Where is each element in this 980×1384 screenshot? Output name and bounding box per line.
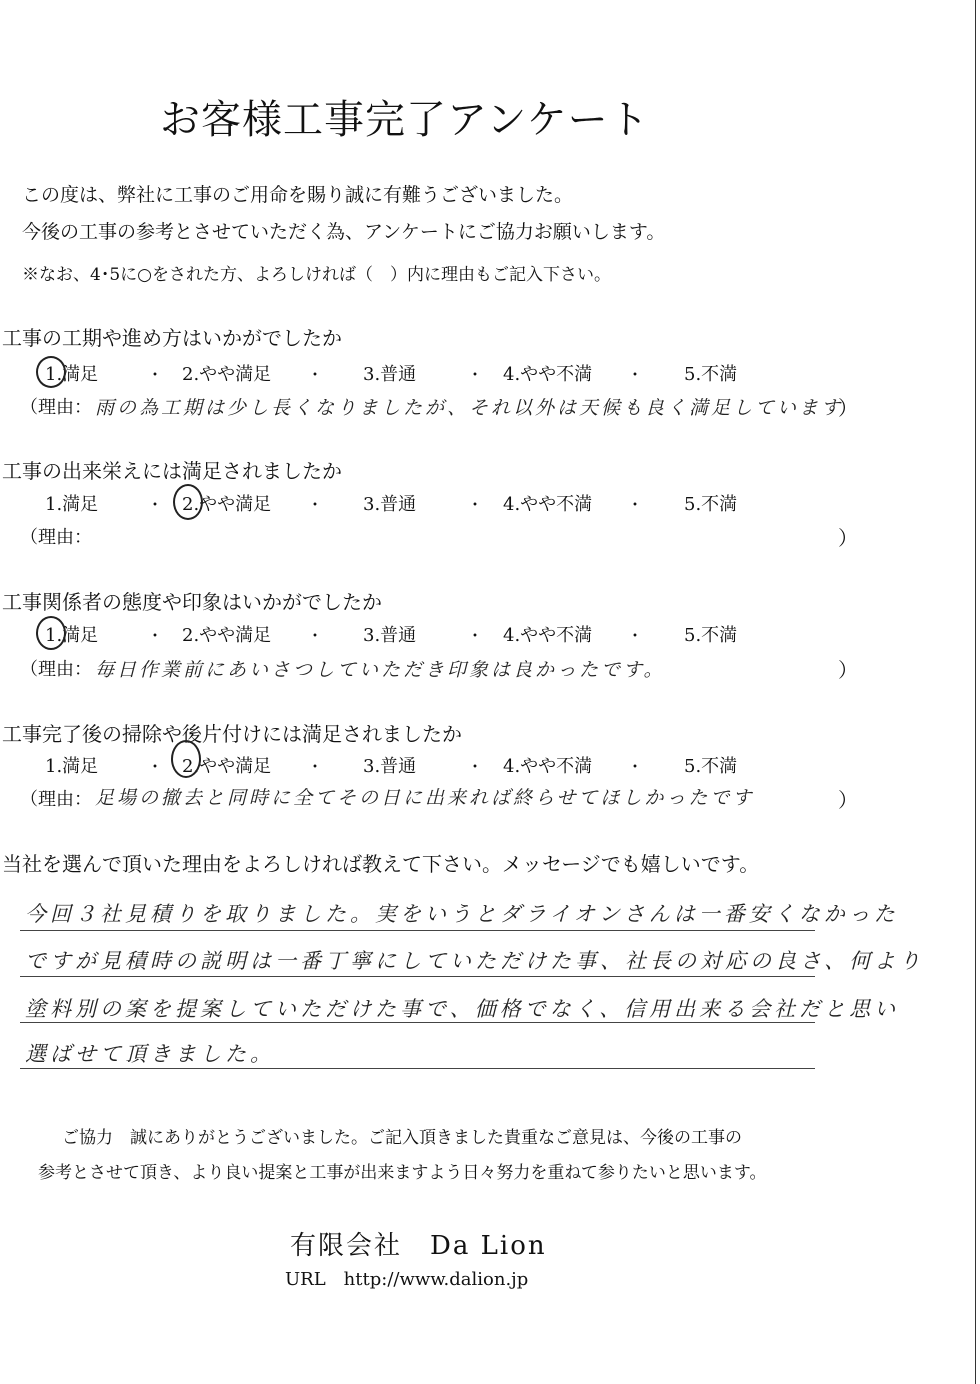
reason-close-paren: ） bbox=[838, 396, 858, 420]
reason-label: （理由： bbox=[20, 789, 92, 810]
question-title: 工事の出来栄えには満足されましたか bbox=[2, 459, 342, 483]
selection-circle bbox=[173, 484, 203, 520]
reason-label: （理由： bbox=[20, 397, 92, 418]
separator: ・ bbox=[147, 365, 164, 384]
option-4[interactable]: 4.やや不満 bbox=[503, 364, 593, 385]
intro-line-2: 今後の工事の参考とさせていただく為、アンケートにご協力お願いします。 bbox=[22, 221, 666, 243]
separator: ・ bbox=[467, 626, 484, 645]
option-4[interactable]: 4.やや不満 bbox=[503, 625, 593, 646]
answer-rule bbox=[20, 1068, 815, 1069]
thanks-line-1: ご協力 誠にありがとうございました。ご記入頂きました貴重なご意見は、今後の工事の bbox=[62, 1128, 742, 1148]
thanks-line-2: 参考とさせて頂き、より良い提案と工事が出来ますよう日々努力を重ねて参りたいと思います。 bbox=[38, 1163, 767, 1183]
separator: ・ bbox=[307, 626, 324, 645]
company-url[interactable]: URL http://www.dalion.jp bbox=[285, 1269, 529, 1290]
separator: ・ bbox=[627, 365, 644, 384]
option-4[interactable]: 4.やや不満 bbox=[503, 756, 593, 777]
free-answer-line-3: 塗料別の案を提案していただけた事で、価格でなく、信用出来る会社だと思い bbox=[25, 997, 900, 1021]
separator: ・ bbox=[627, 626, 644, 645]
separator: ・ bbox=[467, 495, 484, 514]
instruction-note: ※なお、4･5に○をされた方、よろしければ（ ）内に理由もご記入下さい。 bbox=[22, 265, 611, 285]
reason-label: （理由： bbox=[20, 527, 92, 548]
option-5[interactable]: 5.不満 bbox=[684, 756, 738, 777]
reason-close-paren: ） bbox=[838, 788, 858, 812]
option-5[interactable]: 5.不満 bbox=[684, 364, 738, 385]
option-1[interactable]: 1.満足 bbox=[45, 625, 99, 646]
separator: ・ bbox=[147, 495, 164, 514]
option-3[interactable]: 3.普通 bbox=[363, 364, 417, 385]
question-title: 工事関係者の態度や印象はいかがでしたか bbox=[2, 590, 382, 614]
option-5[interactable]: 5.不満 bbox=[684, 625, 738, 646]
reason-handwriting: 雨の為工期は少し長くなりましたが、それ以外は天候も良く満足しています bbox=[95, 397, 844, 419]
option-1[interactable]: 1.満足 bbox=[45, 756, 99, 777]
option-5[interactable]: 5.不満 bbox=[684, 494, 738, 515]
free-question-title: 当社を選んで頂いた理由をよろしければ教えて下さい。メッセージでも嬉しいです。 bbox=[2, 852, 760, 876]
option-1[interactable]: 1.満足 bbox=[45, 364, 99, 385]
option-2[interactable]: 2.やや満足 bbox=[182, 625, 272, 646]
free-answer-line-1: 今回３社見積りを取りました。実をいうとダライオンさんは一番安くなかった bbox=[25, 902, 899, 926]
selection-circle bbox=[171, 740, 201, 778]
option-1[interactable]: 1.満足 bbox=[45, 494, 99, 515]
option-3[interactable]: 3.普通 bbox=[363, 494, 417, 515]
reason-close-paren: ） bbox=[838, 526, 858, 550]
answer-rule bbox=[20, 976, 815, 977]
option-2[interactable]: 2.やや満足 bbox=[182, 494, 272, 515]
intro-line-1: この度は、弊社に工事のご用命を賜り誠に有難うございました。 bbox=[22, 184, 574, 206]
company-name: 有限会社 Da Lion bbox=[290, 1231, 547, 1261]
separator: ・ bbox=[307, 495, 324, 514]
separator: ・ bbox=[147, 757, 164, 776]
option-2[interactable]: 2.やや満足 bbox=[182, 756, 272, 777]
question-title: 工事完了後の掃除や後片付けには満足されましたか bbox=[2, 722, 462, 746]
answer-rule bbox=[20, 930, 815, 931]
option-2[interactable]: 2.やや満足 bbox=[182, 364, 272, 385]
reason-label: （理由： bbox=[20, 659, 92, 680]
answer-rule bbox=[20, 1022, 815, 1023]
selection-circle bbox=[36, 356, 66, 388]
option-4[interactable]: 4.やや不満 bbox=[503, 494, 593, 515]
separator: ・ bbox=[147, 626, 164, 645]
separator: ・ bbox=[627, 495, 644, 514]
selection-circle bbox=[36, 616, 66, 650]
reason-close-paren: ） bbox=[838, 658, 858, 682]
option-3[interactable]: 3.普通 bbox=[363, 625, 417, 646]
reason-handwriting: 毎日作業前にあいさつしていただき印象は良かったです。 bbox=[95, 659, 666, 681]
separator: ・ bbox=[627, 757, 644, 776]
free-answer-line-4: 選ばせて頂きました。 bbox=[25, 1042, 275, 1066]
reason-handwriting: 足場の撤去と同時に全てその日に出来れば終らせてほしかったです bbox=[95, 787, 755, 809]
separator: ・ bbox=[307, 757, 324, 776]
separator: ・ bbox=[467, 757, 484, 776]
scan-edge-line bbox=[975, 0, 976, 1384]
option-3[interactable]: 3.普通 bbox=[363, 756, 417, 777]
separator: ・ bbox=[307, 365, 324, 384]
page-title: お客様工事完了アンケート bbox=[160, 97, 650, 143]
free-answer-line-2: ですが見積時の説明は一番丁寧にしていただけた事、社長の対応の良さ、何より bbox=[25, 949, 925, 973]
question-title: 工事の工期や進め方はいかがでしたか bbox=[2, 326, 342, 350]
separator: ・ bbox=[467, 365, 484, 384]
